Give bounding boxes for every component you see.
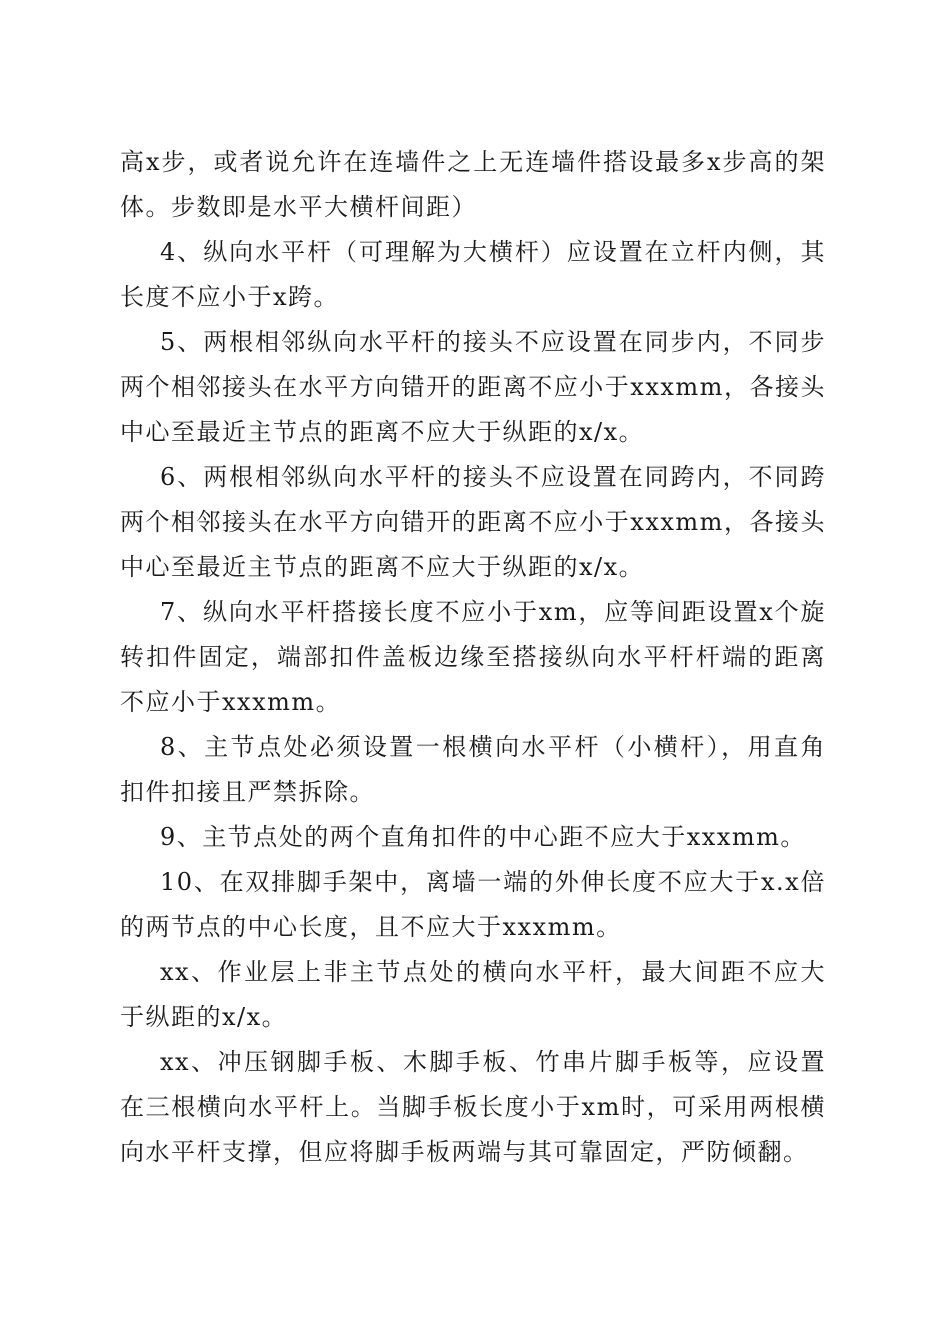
paragraph-item-xx-a: xx、作业层上非主节点处的横向水平杆，最大间距不应大于纵距的x/x。 — [120, 958, 826, 1031]
paragraph-item-4: 4、纵向水平杆（可理解为大横杆）应设置在立杆内侧，其长度不应小于x跨。 — [120, 238, 826, 311]
paragraph-item-8: 8、主节点处必须设置一根横向水平杆（小横杆），用直角扣件扣接且严禁拆除。 — [120, 733, 826, 806]
paragraph-item-6: 6、两根相邻纵向水平杆的接头不应设置在同跨内，不同跨两个相邻接头在水平方向错开的距离不应小于xxxmm，各接头中心至最近主节点的距离不应大于纵距的x/x。 — [120, 463, 826, 581]
paragraph-item-9: 9、主节点处的两个直角扣件的中心距不应大于xxxmm。 — [160, 823, 806, 851]
paragraph-item-xx-b: xx、冲压钢脚手板、木脚手板、竹串片脚手板等，应设置在三根横向水平杆上。当脚手板长度小于xm时，可采用两根横向水平杆支撑，但应将脚手板两端与其可靠固定，严防倾翻。 — [120, 1048, 826, 1166]
paragraph-item-10: 10、在双排脚手架中，离墙一端的外伸长度不应大于x.x倍的两节点的中心长度，且不应大于xxxmm。 — [120, 868, 826, 941]
document-body — [120, 140, 826, 1175]
paragraph-item-5: 5、两根相邻纵向水平杆的接头不应设置在同步内，不同步两个相邻接头在水平方向错开的距离不应小于xxxmm，各接头中心至最近主节点的距离不应大于纵距的x/x。 — [120, 328, 826, 446]
paragraph-item-7: 7、纵向水平杆搭接长度不应小于xm，应等间距设置x个旋转扣件固定，端部扣件盖板边缘至搭接纵向水平杆杆端的距离不应小于xxxmm。 — [120, 598, 826, 716]
paragraph-continuation: 高x步，或者说允许在连墙件之上无连墙件搭设最多x步高的架体。步数即是水平大横杆间距） — [120, 148, 826, 221]
